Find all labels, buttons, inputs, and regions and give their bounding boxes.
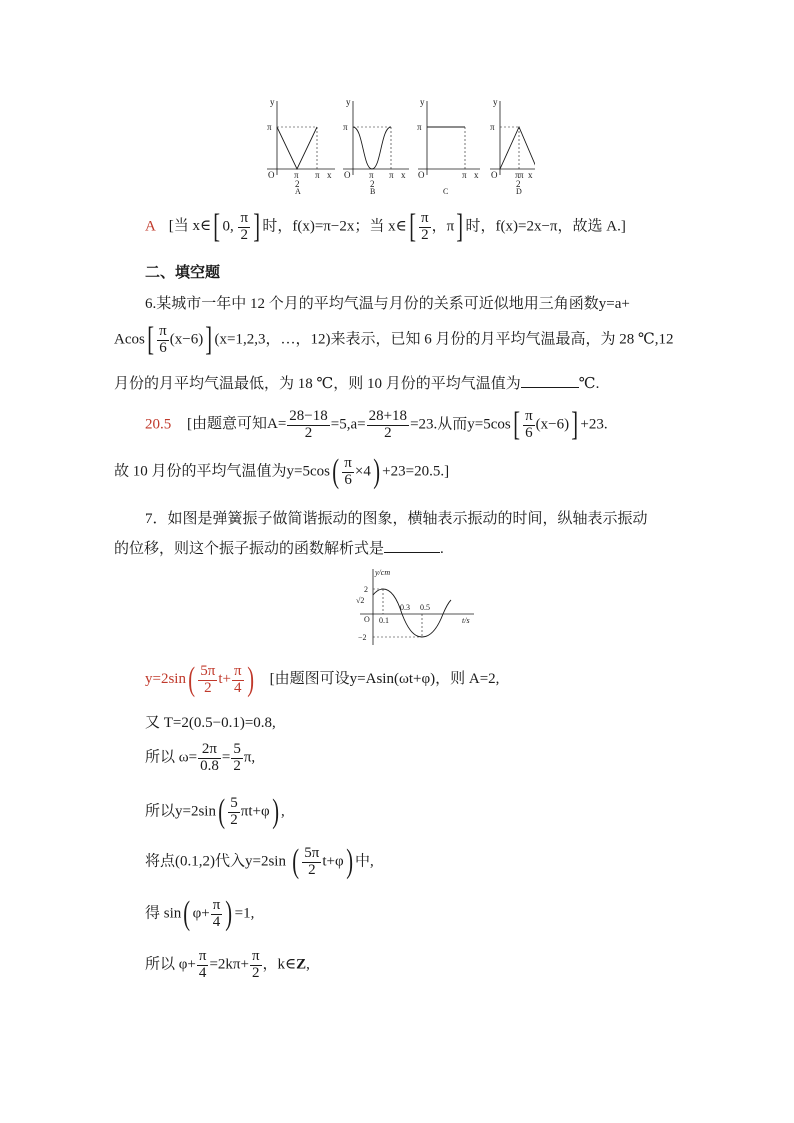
graph-a-pi-y: π xyxy=(267,122,272,132)
graph-d-pi-x: π xyxy=(519,170,524,180)
q6-line-2: Acos[ $\frac{\pi}{6}$ (x−6)] (x=1,2,3，…，12)来表示，已知 6 月份的月平均气温最高，为 28 ℃,12 xyxy=(114,321,674,358)
q5-text-5: 时，f(x)=2x−π，故选 A.] xyxy=(465,218,626,235)
graph-t-05: 0.5 xyxy=(420,603,430,612)
graph-t-01: 0.1 xyxy=(379,616,389,625)
graph-a-origin: O xyxy=(268,170,275,180)
section-title: 二、填空题 xyxy=(145,265,221,281)
graph-b-two: 2 xyxy=(370,179,375,189)
graph-b-xlabel: x xyxy=(401,170,406,180)
graph-ylabel: y/cm xyxy=(375,568,391,577)
graph-a xyxy=(267,97,335,195)
graph-a-ylabel: y xyxy=(270,97,275,107)
graph-y-neg2: −2 xyxy=(358,633,367,642)
graph-y-sqrt2: √2 xyxy=(356,596,365,605)
graph-d-ylabel: y xyxy=(493,97,498,107)
graph-y-2: 2 xyxy=(364,585,368,594)
graph-c-xlabel: x xyxy=(474,170,479,180)
graph-a-two: 2 xyxy=(295,179,300,189)
graph-b-pi-half: π xyxy=(369,170,374,180)
graph-d-letter: D xyxy=(516,187,522,195)
graph-b-pi-y: π xyxy=(343,122,348,132)
option-graphs xyxy=(255,95,535,195)
q7-step-5: 将点(0.1,2)代入y=2sin ( $\frac{5\pi}{2}$ t+φ) 中, xyxy=(145,843,374,880)
q5-answer: A xyxy=(145,218,156,235)
q7-step-6: 得 sin( φ+ $\frac{\pi}{4}$ ) =1, xyxy=(145,895,255,932)
q6-solution-2: 故 10 月份的平均气温值为y=5cos( $\frac{\pi}{6}$ ×4) +23=20.5.] xyxy=(114,453,450,490)
graph-b-origin: O xyxy=(344,170,351,180)
q7-answer-line: y=2sin( $\frac{5\pi}{2}$ t+ $\frac{\pi}{4}$ ) [由题图可设y=Asin(ωt+φ)，则 A=2, xyxy=(145,661,500,698)
graph-a-xlabel: x xyxy=(327,170,332,180)
graph-d-two: 2 xyxy=(516,179,521,189)
graph-t-03: 0.3 xyxy=(400,603,410,612)
q7-step-4: 所以y=2sin( $\frac{5}{2}$ πt+φ) , xyxy=(145,793,285,830)
q5-frac-2: $\frac{\pi}{2}$ xyxy=(421,209,429,243)
q6-line-3: 月份的月平均气温最低，为 18 ℃，则 10 月份的平均气温值为 ℃. xyxy=(114,372,599,393)
graph-c xyxy=(417,97,480,195)
q7-step-2: 又 T=2(0.5−0.1)=0.8, xyxy=(145,715,276,731)
graph-c-ylabel: y xyxy=(420,97,425,107)
graph-origin: O xyxy=(364,615,370,624)
q7-answer-blank xyxy=(384,538,440,553)
q7-step-7: 所以 φ+ $\frac{\pi}{4}$ =2kπ+ $\frac{\pi}{2}$ ，k∈Z, xyxy=(145,948,310,981)
graph-b-pi-x: π xyxy=(389,170,394,180)
q6-solution-1: 20.5 [由题意可知A= $\frac{28-18}{2}$ =5,a= $\frac{28+18}{2}$ =23.从而y=5cos[ $\frac{\pi}{6}$ (x−6)] +23. xyxy=(145,406,608,443)
graph-d-pi-y: π xyxy=(490,122,495,132)
graph-d xyxy=(490,97,535,195)
q6-answer: 20.5 xyxy=(145,416,172,433)
graph-c-origin: O xyxy=(418,170,425,180)
q5-frac-1: $\frac{\pi}{2}$ xyxy=(240,209,249,243)
graph-c-pi-y: π xyxy=(417,122,422,132)
graph-c-pi-x: π xyxy=(462,170,467,180)
graph-d-pi-half: π xyxy=(515,170,520,180)
graph-b-letter: B xyxy=(370,187,376,195)
q7-step-3: 所以 ω= $\frac{2\pi}{0.8}$ = $\frac{5}{2}$ π, xyxy=(145,741,256,774)
graph-a-letter: A xyxy=(295,187,301,195)
q5-text-2: 0, xyxy=(222,218,234,235)
q6-line-1: 6.某城市一年中 12 个月的平均气温与月份的关系可近似地用三角函数y=a+ xyxy=(145,296,630,312)
graph-c-letter: C xyxy=(443,187,449,195)
graph-b xyxy=(343,97,409,195)
graph-a-pi-x: π xyxy=(315,170,320,180)
graph-d-origin: O xyxy=(491,170,498,180)
graph-b-ylabel: y xyxy=(346,97,351,107)
q5-text-1: [当 x∈ xyxy=(168,218,212,235)
q5-answer-line: A [当 x∈[ 0, $\frac{\pi}{2}$ ] 时，f(x)=π−2x；当 x∈[ $\frac{\pi}{2}$ ，π] 时，f(x)=2x−π，故选 A.] xyxy=(145,208,626,245)
q5-text-3: 时，f(x)=π−2x；当 x∈ xyxy=(262,218,407,235)
graph-d-xlabel: x xyxy=(528,170,533,180)
graph-a-pi-half: π xyxy=(294,170,299,180)
q7-line-1: 7．如图是弹簧振子做简谐振动的图象，横轴表示振动的时间，纵轴表示振动 xyxy=(145,511,648,527)
graph-xlabel: t/s xyxy=(462,616,470,625)
q5-text-4: ，π xyxy=(431,218,455,235)
q7-answer: y=2sin( $\frac{5\pi}{2}$ t+ $\frac{\pi}{4}$ ) xyxy=(145,661,254,698)
oscillation-graph xyxy=(350,565,480,647)
q6-answer-blank xyxy=(521,373,579,388)
q7-line-2: 的位移，则这个振子振动的函数解析式是 . xyxy=(114,537,444,558)
